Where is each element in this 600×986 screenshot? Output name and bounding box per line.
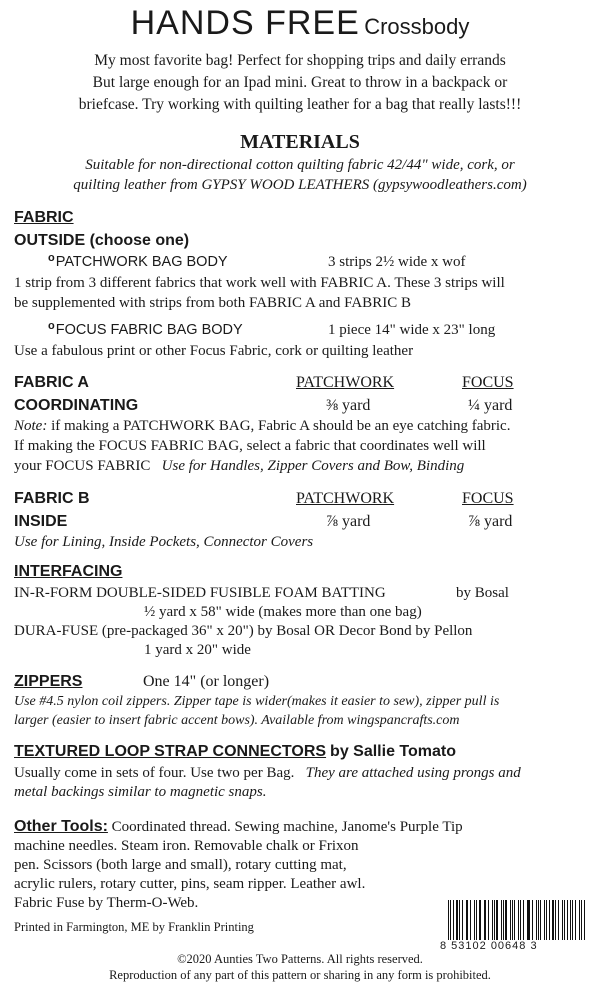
intro-line-1: My most favorite bag! Perfect for shopping trips and daily errands xyxy=(94,52,506,69)
barcode-bar xyxy=(562,900,563,940)
fabric-b-col-patchwork: PATCHWORK xyxy=(296,490,395,507)
interfacing-line-4: 1 yard x 20" wide xyxy=(144,642,251,658)
connectors-line-1: Usually come in sets of four. Use two per Bag. They are attached using prongs and xyxy=(14,765,521,781)
barcode-bar xyxy=(456,900,457,940)
barcode-bar xyxy=(503,900,504,940)
fabric-b-col-focus: FOCUS xyxy=(462,490,514,507)
barcode-bar xyxy=(479,900,481,940)
barcode-bar xyxy=(505,900,507,940)
barcode-bar xyxy=(538,900,539,940)
other-tools-line-3: pen. Scissors (both large and small), rotary cutting mat, xyxy=(14,857,347,873)
patchwork-body-label: $^o$PATCHWORK BAG BODY xyxy=(48,252,228,270)
connectors-line-2: metal backings similar to magnetic snaps. xyxy=(14,784,267,800)
barcode-bar xyxy=(528,900,530,940)
barcode-bar xyxy=(453,900,454,940)
barcode-bar xyxy=(520,900,521,940)
fabric-b-qty-patchwork: ⅞ yard xyxy=(326,513,371,530)
barcode-bar xyxy=(558,900,559,940)
barcode-bar xyxy=(532,900,533,940)
barcode-bar xyxy=(572,900,573,940)
barcode-bar xyxy=(462,900,463,940)
other-tools-line-1: Other Tools: Coordinated thread. Sewing machine, Janome's Purple Tip xyxy=(14,818,463,835)
barcode-bar xyxy=(546,900,547,940)
barcode-bar xyxy=(536,900,537,940)
barcode-bar xyxy=(459,900,461,940)
barcode-bar xyxy=(512,900,513,940)
zippers-note-2: larger (easier to insert fabric accent bows). Available from wingspancrafts.com xyxy=(14,713,460,728)
focus-body-label: $^o$FOCUS FABRIC BAG BODY xyxy=(48,320,243,338)
copyright: ©2020 Aunties Two Patterns. All rights reserved. xyxy=(177,952,423,966)
materials-subtitle-1: Suitable for non-directional cotton quilting fabric 42/44" wide, cork, or xyxy=(85,157,515,173)
interfacing-line-2: ½ yard x 58" wide (makes more than one bag) xyxy=(144,604,422,620)
barcode-bar xyxy=(518,900,519,940)
barcode-digits: 8 53102 00648 3 xyxy=(440,940,538,952)
fabric-heading: FABRIC xyxy=(14,209,74,226)
barcode-bar xyxy=(514,900,515,940)
barcode-bar xyxy=(570,900,571,940)
barcode-bar xyxy=(581,900,582,940)
other-tools-line-4: acrylic rulers, rotary cutter, pins, seam ripper. Leather awl. xyxy=(14,876,366,892)
interfacing-heading: INTERFACING xyxy=(14,563,123,580)
intro-line-2: But large enough for an Ipad mini. Great to throw in a backpack or xyxy=(92,74,508,91)
barcode-bar xyxy=(448,900,449,940)
patchwork-body-qty: 3 strips 2½ wide x wof xyxy=(328,254,466,270)
reproduction-notice: Reproduction of any part of this pattern or sharing in any form is prohibited. xyxy=(109,968,491,982)
materials-subtitle-2: quilting leather from GYPSY WOOD LEATHERS (gypsywoodleathers.com) xyxy=(73,177,527,193)
barcode-bar xyxy=(575,900,576,940)
barcode-bar xyxy=(476,900,477,940)
fabric-a-note-2: If making the FOCUS FABRIC BAG, select a fabric that coordinates well will xyxy=(14,438,486,454)
barcode-bar xyxy=(450,900,451,940)
barcode-bar xyxy=(510,900,511,940)
barcode-bar xyxy=(485,900,486,940)
barcode-bar xyxy=(584,900,585,940)
fabric-b-sub: INSIDE xyxy=(14,513,68,530)
fabric-a-note-1: Note: if making a PATCHWORK BAG, Fabric A should be an eye catching fabric. xyxy=(14,418,511,434)
barcode-bar xyxy=(474,900,475,940)
fabric-a-qty-focus: ¼ yard xyxy=(468,397,513,414)
barcode-bar xyxy=(579,900,581,940)
barcode-bar xyxy=(496,900,497,940)
printed-by: Printed in Farmington, ME by Franklin Printing xyxy=(14,920,254,934)
barcode-bar xyxy=(527,900,528,940)
fabric-a-sub: COORDINATING xyxy=(14,397,139,414)
fabric-a-heading: FABRIC A xyxy=(14,374,89,391)
zippers-heading: ZIPPERS xyxy=(14,673,83,690)
barcode-bar xyxy=(523,900,524,940)
fabric-b-note: Use for Lining, Inside Pockets, Connector Covers xyxy=(14,534,314,550)
interfacing-line-3: DURA-FUSE (pre-packaged 36" x 20") by Bosal OR Decor Bond by Pellon xyxy=(14,623,473,639)
interfacing-line-1: IN-R-FORM DOUBLE-SIDED FUSIBLE FOAM BATTING xyxy=(14,585,386,601)
other-tools-line-2: machine needles. Steam iron. Removable chalk or Frixon xyxy=(14,838,359,854)
fabric-a-qty-patchwork: ⅜ yard xyxy=(326,397,371,414)
barcode-bar xyxy=(540,900,541,940)
barcode-bar xyxy=(555,900,557,940)
barcode-bar xyxy=(552,900,553,940)
intro-line-3: briefcase. Try working with quilting leather for a bag that really lasts!!! xyxy=(78,96,522,113)
zippers-note-1: Use #4.5 nylon coil zippers. Zipper tape is wider(makes it easier to sew), zipper pull is xyxy=(14,694,500,709)
barcode-bar xyxy=(467,900,468,940)
patchwork-desc-2: be supplemented with strips from both FABRIC A and FABRIC B xyxy=(14,295,411,311)
fabric-a-note-3: your FOCUS FABRIC Use for Handles, Zipper Covers and Bow, Binding xyxy=(14,458,465,474)
connectors-heading: TEXTURED LOOP STRAP CONNECTORS xyxy=(14,743,327,760)
fabric-b-qty-focus: ⅞ yard xyxy=(468,513,513,530)
barcode-bar xyxy=(564,900,565,940)
patchwork-desc-1: 1 strip from 3 different fabrics that work well with FABRIC A. These 3 strips will xyxy=(14,275,505,291)
interfacing-line-1-by: by Bosal xyxy=(456,585,509,601)
barcode-bar xyxy=(567,900,568,940)
title-main: HANDS FREE xyxy=(130,4,360,42)
materials-heading: MATERIALS xyxy=(240,131,360,153)
barcode-bar xyxy=(494,900,495,940)
barcode-bar xyxy=(484,900,485,940)
zippers-qty: One 14" (or longer) xyxy=(143,673,270,690)
barcode-bar xyxy=(544,900,545,940)
fabric-a-col-patchwork: PATCHWORK xyxy=(296,374,395,391)
barcode-bar xyxy=(488,900,489,940)
barcode-bar xyxy=(501,900,502,940)
connectors-by: by Sallie Tomato xyxy=(330,743,456,760)
fabric-b-heading: FABRIC B xyxy=(14,490,90,507)
barcode-bar xyxy=(466,900,467,940)
page-title xyxy=(0,4,600,43)
title-sub: Crossbody xyxy=(364,14,470,39)
focus-desc: Use a fabulous print or other Focus Fabric, cork or quilting leather xyxy=(14,343,414,359)
focus-body-qty: 1 piece 14" wide x 23" long xyxy=(328,322,496,338)
connectors-heading-line xyxy=(14,743,456,761)
fabric-outside: OUTSIDE (choose one) xyxy=(14,232,190,249)
barcode-bar xyxy=(492,900,493,940)
other-tools-line-5: Fabric Fuse by Therm-O-Web. xyxy=(14,895,199,911)
fabric-a-col-focus: FOCUS xyxy=(462,374,514,391)
barcode-bar xyxy=(549,900,550,940)
barcode-bar xyxy=(470,900,471,940)
